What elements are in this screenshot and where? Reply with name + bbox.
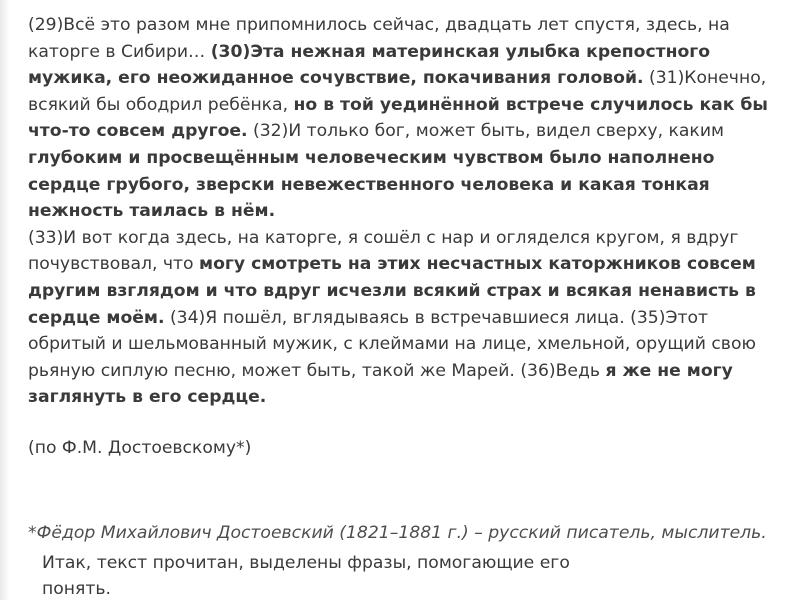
footnote: *Фёдор Михайлович Достоевский (1821–1881 г.) – русский писатель, мыслитель. bbox=[28, 523, 767, 543]
slide-left-bar bbox=[0, 0, 10, 600]
sentence-31-highlight: но в той уединённой встрече случилось как бы что-то совсем другое. bbox=[28, 94, 768, 142]
sentence-30-highlight: Эта нежная материнская улыбка крепостного мужика, его неожиданное сочувствие, покачивания головой. bbox=[28, 41, 711, 89]
overlay-caption: Итак, текст прочитан, выделены фразы, помогающие его понять. bbox=[42, 553, 570, 599]
sentence-number-33: (33) bbox=[28, 227, 64, 248]
sentence-33-highlight: могу смотреть на этих несчастных каторжников совсем другим взглядом и что вдруг исчезли всякий страх и всякая ненависть в сердце моём. bbox=[28, 254, 756, 328]
paragraph-2 bbox=[28, 225, 772, 411]
sentence-29: Всё это разом мне припомнилось сейчас, двадцать лет спустя, здесь, на каторге в Сибири… bbox=[28, 15, 730, 62]
source-line: (по Ф.М. Достоевскому*) bbox=[28, 437, 252, 458]
sentence-32-part-1: И только бог, может быть, видел сверху, каким bbox=[288, 121, 724, 142]
text-block bbox=[28, 12, 772, 462]
sentence-31-part-1: Конечно, всякий бы ободрил ребёнка, bbox=[28, 68, 767, 115]
sentence-number-31: (31) bbox=[643, 68, 685, 89]
sentence-number-29: (29) bbox=[28, 15, 64, 35]
paragraph-1 bbox=[28, 12, 772, 225]
sentence-number-35: (35) bbox=[624, 307, 666, 328]
sentence-number-34: (34) bbox=[164, 307, 206, 328]
sentence-33-part-1: И вот когда здесь, на каторге, я сошёл с нар и огляделся кругом, я вдруг почувствовал, что bbox=[28, 227, 739, 275]
sentence-34: Я пошёл, вглядываясь в встречавшиеся лица. bbox=[205, 307, 625, 328]
spacer bbox=[28, 411, 772, 435]
sentence-36-part-1: Ведь bbox=[555, 360, 606, 381]
sentence-number-36: (36) bbox=[514, 360, 556, 381]
sentence-36-highlight: я же не могу заглянуть в его сердце. bbox=[28, 360, 733, 408]
sentence-32-highlight: глубоким и просвещённым человеческим чувством было наполнено сердце грубого, зверски невежественного человека и какая тонкая нежность таилась в нём. bbox=[28, 147, 715, 222]
sentence-number-30: (30) bbox=[210, 41, 251, 62]
sentence-35: Этот обритый и шельмованный мужик, с клеймами на лице, хмельной, орущий свою рьяную сиплую песню, может быть, такой же Марей. bbox=[28, 307, 756, 381]
sentence-number-32: (32) bbox=[247, 121, 289, 142]
